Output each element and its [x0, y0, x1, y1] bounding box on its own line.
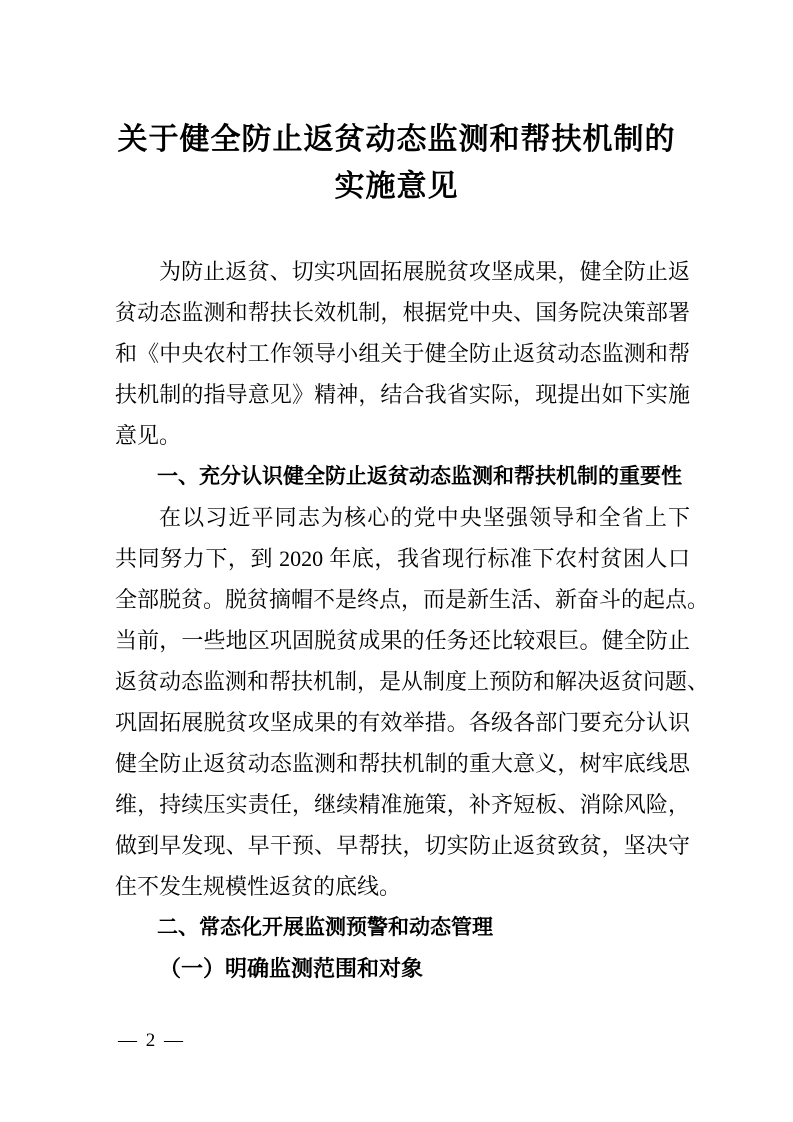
paragraph-line: 为防止返贫、切实巩固拓展脱贫攻坚成果，健全防止返	[159, 259, 690, 284]
paragraph	[115, 497, 710, 907]
paragraph-line: 巩固拓展脱贫攻坚成果的有效举措。各级各部门要充分认识	[115, 710, 690, 735]
paragraph-line: 住不发生规模性返贫的底线。	[115, 874, 402, 899]
paragraph-line: 意见。	[115, 423, 182, 448]
paragraph-line: 共同努力下，到 2020 年底，我省现行标准下农村贫困人口	[115, 546, 690, 571]
paragraph-line: 当前，一些地区巩固脱贫成果的任务还比较艰巨。健全防止	[115, 628, 690, 653]
paragraph-line: 做到早发现、早干预、早帮扶，切实防止返贫致贫，坚决守	[115, 833, 690, 858]
paragraph-line: 贫动态监测和帮扶长效机制，根据党中央、国务院决策部署	[115, 300, 690, 325]
document-title-line-2: 实施意见	[334, 170, 459, 203]
paragraph-line: 维，持续压实责任，继续精准施策，补齐短板、消除风险，	[115, 792, 690, 817]
section-heading: 二、常态化开展监测预警和动态管理	[157, 916, 493, 939]
paragraph	[115, 251, 690, 456]
paragraph-line: 返贫动态监测和帮扶机制，是从制度上预防和解决返贫问题、	[115, 669, 710, 694]
paragraph-line: 全部脱贫。脱贫摘帽不是终点，而是新生活、新奋斗的起点。	[115, 587, 710, 612]
paragraph-line: 和《中央农村工作领导小组关于健全防止返贫动态监测和帮	[115, 341, 690, 366]
page-number: — 2 —	[118, 1030, 185, 1051]
section-heading: 一、充分认识健全防止返贫动态监测和帮扶机制的重要性	[157, 465, 682, 488]
document-title	[109, 116, 684, 210]
paragraph-line: 健全防止返贫动态监测和帮扶机制的重大意义，树牢底线思	[115, 751, 690, 776]
document-body	[115, 251, 710, 989]
paragraph-line: 扶机制的指导意见》精神，结合我省实际，现提出如下实施	[115, 382, 690, 407]
subsection-heading: （一）明确监测范围和对象	[159, 956, 424, 981]
paragraph-line: 在以习近平同志为核心的党中央坚强领导和全省上下	[159, 505, 690, 530]
document-title-line-1: 关于健全防止返贫动态监测和帮扶机制的	[117, 123, 676, 156]
